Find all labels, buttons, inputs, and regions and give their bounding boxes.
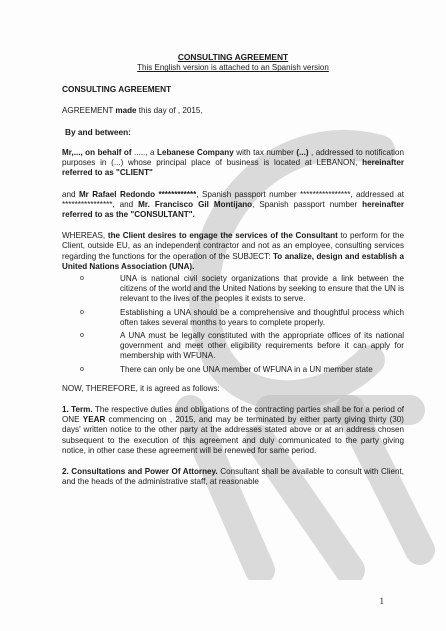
una-bullet-list bbox=[62, 274, 404, 375]
consultations-clause: 2. Consultations and Power Of Attorney. Consultant shall be available to consult with Client, and the heads of the administrative staff, at reasonable bbox=[62, 467, 404, 487]
bullet-marker: o bbox=[80, 308, 84, 316]
section-title: CONSULTING AGREEMENT bbox=[62, 84, 172, 95]
list-item: o UNA is national civil society organizations that provide a link between the citizens of the world and the United Nations by seeking to ensure that the UN is relevant to the lives of the peoples it exists to serve. bbox=[80, 274, 404, 304]
page-number: 1 bbox=[379, 596, 384, 606]
consultant-paragraph: and Mr Rafael Redondo ************, Spanish passport number ****************, addressed at ****************, and Mr. Francisco Gil Montijano, Spanish passport number hereinafter referred to as the "CONSULTANT". bbox=[62, 189, 405, 220]
document-body bbox=[62, 52, 404, 488]
list-item: o Establishing a UNA should be a comprehensive and thoughtful process which often takes several months to years to complete properly. bbox=[80, 307, 404, 327]
list-item: o There can only be one UNA member of WFUNA in a UN member state bbox=[80, 364, 373, 374]
bullet-marker: o bbox=[80, 365, 84, 373]
client-paragraph: Mr,..., on behalf of ....., a Lebanese Company with tax number (...) , addressed to notification purposes in (...) whose principal place of business is located at LEBANON, hereinafter referred to as "CLIENT" bbox=[62, 148, 404, 178]
bullet-marker: o bbox=[80, 275, 84, 283]
now-therefore: NOW, THEREFORE, it is agreed as follows: bbox=[62, 383, 220, 393]
whereas-paragraph: WHEREAS, the Client desires to engage the services of the Consultant to perform for the Client, outside EU, as an independent contractor and not as an employee, consulting services regarding the functions for the operation of the SUBJECT: To analize, design and establish a United Nations Association (UNA). bbox=[62, 231, 405, 271]
agreement-line: AGREEMENT made this day of , 2015, bbox=[62, 105, 203, 115]
by-and-between: By and between: bbox=[65, 126, 131, 137]
term-clause: 1. Term. The respective duties and obligations of the contracting parties shall be for a period of ONE YEAR commencing on , 2015, and may be terminated by either party giving thirty (30) days' written notice to the other party at the addresses stated above or at an address chosen subsequent to the execution of this agreement and duly communicated to the party giving notice, in other case these agreement will be renewed for same period. bbox=[62, 405, 404, 455]
list-item: o A UNA must be legally constituted with the appropriate offices of its national government and meet other eligibility requirements before it can apply for membership with WFUNA. bbox=[80, 331, 404, 361]
document-subtitle: This English version is attached to an Spanish version bbox=[137, 63, 329, 73]
bullet-marker: o bbox=[80, 332, 84, 340]
document-title: CONSULTING AGREEMENT bbox=[177, 52, 289, 62]
